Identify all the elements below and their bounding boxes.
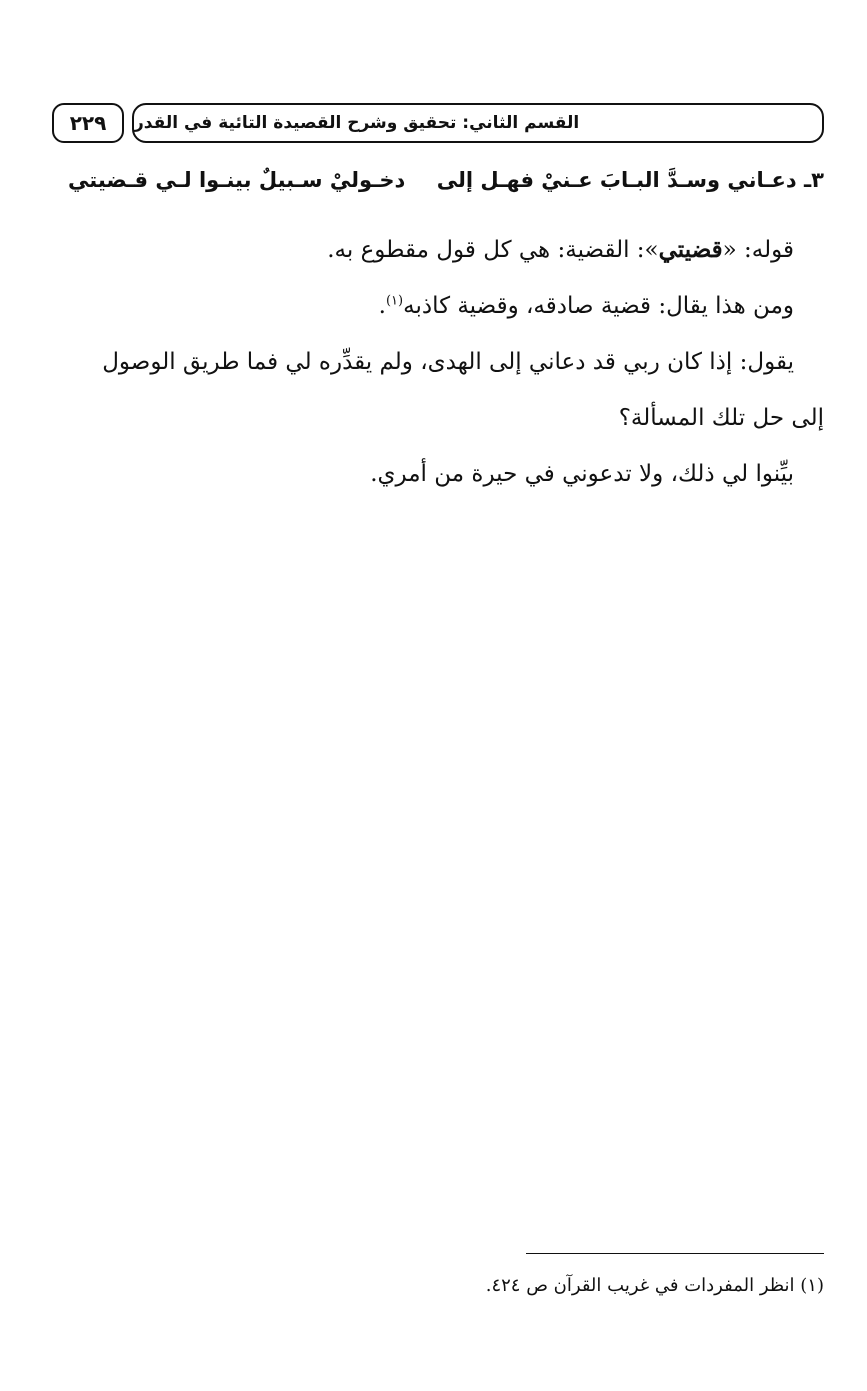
verse-first-hemistich: ٣ـ دعـاني وسـدَّ البـابَ عـنيْ فهـل إلى [436,168,824,192]
paragraph-explanation-line2: إلى حل تلك المسألة؟ [618,405,824,431]
paragraph-example [58,278,824,334]
verse-second-hemistich: دخـوليْ سـبيلٌ بينـوا لـي قـضيتي [68,168,406,192]
footnote-divider [526,1253,824,1254]
running-header [52,103,824,147]
body-text [58,222,824,502]
footnote-reference[interactable]: (١) [385,293,404,309]
page-number: ٢٢٩ [52,103,124,143]
paragraph-definition [58,222,824,278]
paragraph-explanation-line1: يقول: إذا كان ربي قد دعاني إلى الهدى، ولم يقدِّره لي فما طريق الوصول [102,349,794,375]
running-title: القسم الثاني: تحقيق وشرح القصيدة التائية في القدر [132,103,824,143]
paragraph-definition-prefix: قوله: « [722,237,794,263]
paragraph-example-text: ومن هذا يقال: قضية صادقه، وقضية كاذبه [403,293,794,319]
footnote: (١) انظر المفردات في غريب القرآن ص ٤٢٤. [485,1275,824,1296]
paragraph-request: بيِّنوا لي ذلك، ولا تدعوني في حيرة من أمري. [370,461,794,487]
defined-term: قضيتي [658,236,723,263]
paragraph-example-end: . [378,293,386,319]
poem-verse [68,160,824,200]
paragraph-definition-suffix: »: القضية: هي كل قول مقطوع به. [327,237,659,263]
